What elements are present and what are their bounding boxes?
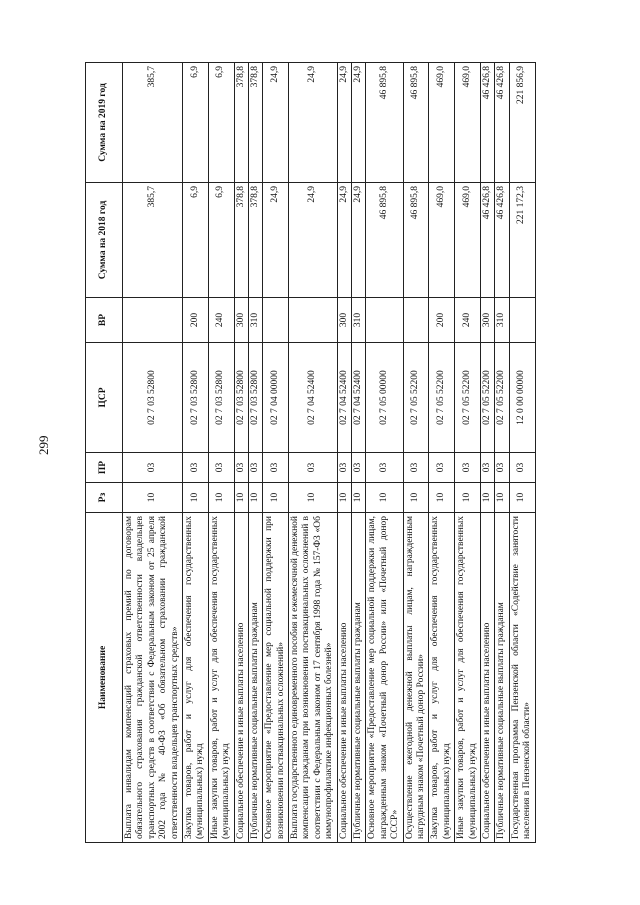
header-pr: ПР <box>86 453 123 483</box>
row-sum-2018: 469,0 <box>455 183 481 298</box>
row-sum-2018: 46 426,8 <box>495 183 509 298</box>
page-number: 299 <box>36 435 51 455</box>
row-csr: 02 7 05 52200 <box>429 343 455 453</box>
row-vr: 310 <box>352 298 366 343</box>
row-name: Государственная программа Пензенской области «Содействие занятости населения в Пензенской области» <box>509 513 535 843</box>
table-row <box>352 63 366 843</box>
row-pr: 03 <box>480 453 494 483</box>
row-sum-2019: 46 426,8 <box>495 63 509 183</box>
row-pr: 03 <box>429 453 455 483</box>
row-rz: 10 <box>429 483 455 513</box>
row-rz: 10 <box>455 483 481 513</box>
row-rz: 10 <box>509 483 535 513</box>
row-sum-2018: 378,8 <box>234 183 248 298</box>
table-row <box>337 63 351 843</box>
row-sum-2018: 24,9 <box>263 183 289 298</box>
row-name: Публичные нормативные социальные выплаты гражданам <box>352 513 366 843</box>
row-rz: 10 <box>495 483 509 513</box>
table-row <box>248 63 262 843</box>
row-name: Осуществление ежегодной денежной выплаты лицам, награжденным нагрудным знаком «Почетный донор России» <box>403 513 429 843</box>
row-csr: 02 7 03 52800 <box>234 343 248 453</box>
row-name: Публичные нормативные социальные выплаты гражданам <box>495 513 509 843</box>
table-row <box>366 63 403 843</box>
table-row <box>208 63 234 843</box>
row-vr: 310 <box>495 298 509 343</box>
row-pr: 03 <box>248 453 262 483</box>
row-pr: 03 <box>289 453 338 483</box>
row-rz: 10 <box>234 483 248 513</box>
row-rz: 10 <box>208 483 234 513</box>
row-sum-2019: 46 895,8 <box>403 63 429 183</box>
row-pr: 03 <box>123 453 183 483</box>
row-vr: 200 <box>182 298 208 343</box>
table-row <box>403 63 429 843</box>
table-row <box>480 63 494 843</box>
row-rz: 10 <box>123 483 183 513</box>
row-csr: 12 0 00 00000 <box>509 343 535 453</box>
row-vr <box>366 298 403 343</box>
row-pr: 03 <box>509 453 535 483</box>
row-sum-2019: 221 856,9 <box>509 63 535 183</box>
row-csr: 02 7 03 52800 <box>123 343 183 453</box>
row-pr: 03 <box>234 453 248 483</box>
row-vr: 300 <box>234 298 248 343</box>
header-sum-2018: Сумма на 2018 год <box>86 183 123 298</box>
row-csr: 02 7 03 52800 <box>182 343 208 453</box>
table-row <box>289 63 338 843</box>
table-row <box>263 63 289 843</box>
row-rz: 10 <box>403 483 429 513</box>
row-sum-2018: 24,9 <box>352 183 366 298</box>
row-sum-2018: 6,9 <box>208 183 234 298</box>
row-vr <box>509 298 535 343</box>
row-name: Закупка товаров, работ и услуг для обеспечения государственных (муниципальных) нужд <box>182 513 208 843</box>
header-name: Наименование <box>86 513 123 843</box>
row-sum-2018: 221 172,3 <box>509 183 535 298</box>
row-sum-2019: 46 895,8 <box>366 63 403 183</box>
header-rz: Рз <box>86 483 123 513</box>
row-sum-2019: 469,0 <box>455 63 481 183</box>
row-sum-2019: 378,8 <box>234 63 248 183</box>
row-name: Иные закупки товаров, работ и услуг для обеспечения государственных (муниципальных) нужд <box>208 513 234 843</box>
row-name: Выплата инвалидам компенсаций страховых премий по договорам обязательного страхования гражданской ответственности владельцев транспортных средств в соответствии с Федеральным законом от 25 апреля 2002 года № 40-ФЗ «Об обязательном страховании гражданской ответственности владельцев транспортных средств» <box>123 513 183 843</box>
table-row <box>455 63 481 843</box>
row-sum-2018: 46 426,8 <box>480 183 494 298</box>
header-csr: ЦСР <box>86 343 123 453</box>
table-row <box>429 63 455 843</box>
row-vr <box>263 298 289 343</box>
row-vr: 240 <box>455 298 481 343</box>
row-csr: 02 7 04 52400 <box>352 343 366 453</box>
row-sum-2019: 385,7 <box>123 63 183 183</box>
row-rz: 10 <box>182 483 208 513</box>
row-rz: 10 <box>263 483 289 513</box>
row-sum-2018: 46 895,8 <box>403 183 429 298</box>
row-vr: 240 <box>208 298 234 343</box>
row-sum-2018: 24,9 <box>337 183 351 298</box>
row-sum-2019: 6,9 <box>208 63 234 183</box>
row-sum-2019: 24,9 <box>289 63 338 183</box>
row-sum-2019: 378,8 <box>248 63 262 183</box>
row-pr: 03 <box>337 453 351 483</box>
table-row <box>495 63 509 843</box>
row-pr: 03 <box>495 453 509 483</box>
row-vr <box>123 298 183 343</box>
row-sum-2019: 24,9 <box>263 63 289 183</box>
row-csr: 02 7 05 52200 <box>480 343 494 453</box>
row-name: Публичные нормативные социальные выплаты гражданам <box>248 513 262 843</box>
row-name: Основное мероприятие «Предоставление мер социальной поддержки лицам, награжденным знаком «Почетный донор России» или «Почетный донор СССР» <box>366 513 403 843</box>
row-sum-2018: 24,9 <box>289 183 338 298</box>
row-pr: 03 <box>403 453 429 483</box>
row-sum-2018: 385,7 <box>123 183 183 298</box>
row-vr: 300 <box>480 298 494 343</box>
row-pr: 03 <box>366 453 403 483</box>
row-rz: 10 <box>248 483 262 513</box>
row-vr <box>289 298 338 343</box>
row-name: Иные закупки товаров, работ и услуг для обеспечения государственных (муниципальных) нужд <box>455 513 481 843</box>
row-name: Закупка товаров, работ и услуг для обеспечения государственных (муниципальных) нужд <box>429 513 455 843</box>
budget-table <box>85 62 536 843</box>
table-row <box>182 63 208 843</box>
row-vr: 310 <box>248 298 262 343</box>
row-rz: 10 <box>366 483 403 513</box>
header-sum-2019: Сумма на 2019 год <box>86 63 123 183</box>
row-rz: 10 <box>480 483 494 513</box>
row-sum-2019: 6,9 <box>182 63 208 183</box>
row-csr: 02 7 05 52200 <box>403 343 429 453</box>
row-sum-2018: 469,0 <box>429 183 455 298</box>
row-name: Социальное обеспечение и иные выплаты населению <box>234 513 248 843</box>
row-sum-2019: 24,9 <box>337 63 351 183</box>
row-csr: 02 7 05 52200 <box>455 343 481 453</box>
row-csr: 02 7 04 52400 <box>289 343 338 453</box>
row-pr: 03 <box>263 453 289 483</box>
rotated-table-container <box>85 63 584 843</box>
table-row <box>234 63 248 843</box>
row-vr <box>403 298 429 343</box>
row-sum-2018: 46 895,8 <box>366 183 403 298</box>
row-csr: 02 7 03 52800 <box>248 343 262 453</box>
table-row <box>123 63 183 843</box>
row-csr: 02 7 05 52200 <box>495 343 509 453</box>
row-csr: 02 7 04 52400 <box>337 343 351 453</box>
table-row <box>509 63 535 843</box>
row-vr: 200 <box>429 298 455 343</box>
row-name: Социальное обеспечение и иные выплаты населению <box>337 513 351 843</box>
row-pr: 03 <box>182 453 208 483</box>
row-pr: 03 <box>352 453 366 483</box>
table-header-row <box>86 63 123 843</box>
row-rz: 10 <box>289 483 338 513</box>
row-pr: 03 <box>208 453 234 483</box>
row-name: Выплата государственного единовременного пособия и ежемесячной денежной компенсации гражданам при возникновении поствакцинальных осложнений в соответствии с Федеральным законом от 17 сентября 1998 года № 157-ФЗ «Об иммунопрофилактике инфекционных болезней» <box>289 513 338 843</box>
row-csr: 02 7 03 52800 <box>208 343 234 453</box>
row-rz: 10 <box>352 483 366 513</box>
row-sum-2019: 469,0 <box>429 63 455 183</box>
row-sum-2018: 378,8 <box>248 183 262 298</box>
row-sum-2019: 46 426,8 <box>480 63 494 183</box>
row-sum-2018: 6,9 <box>182 183 208 298</box>
row-vr: 300 <box>337 298 351 343</box>
row-csr: 02 7 05 00000 <box>366 343 403 453</box>
row-rz: 10 <box>337 483 351 513</box>
row-sum-2019: 24,9 <box>352 63 366 183</box>
row-csr: 02 7 04 00000 <box>263 343 289 453</box>
row-name: Социальное обеспечение и иные выплаты населению <box>480 513 494 843</box>
row-name: Основное мероприятие «Предоставление мер социальной поддержки при возникновении поствакцинальных осложнений» <box>263 513 289 843</box>
row-pr: 03 <box>455 453 481 483</box>
header-vr: ВР <box>86 298 123 343</box>
